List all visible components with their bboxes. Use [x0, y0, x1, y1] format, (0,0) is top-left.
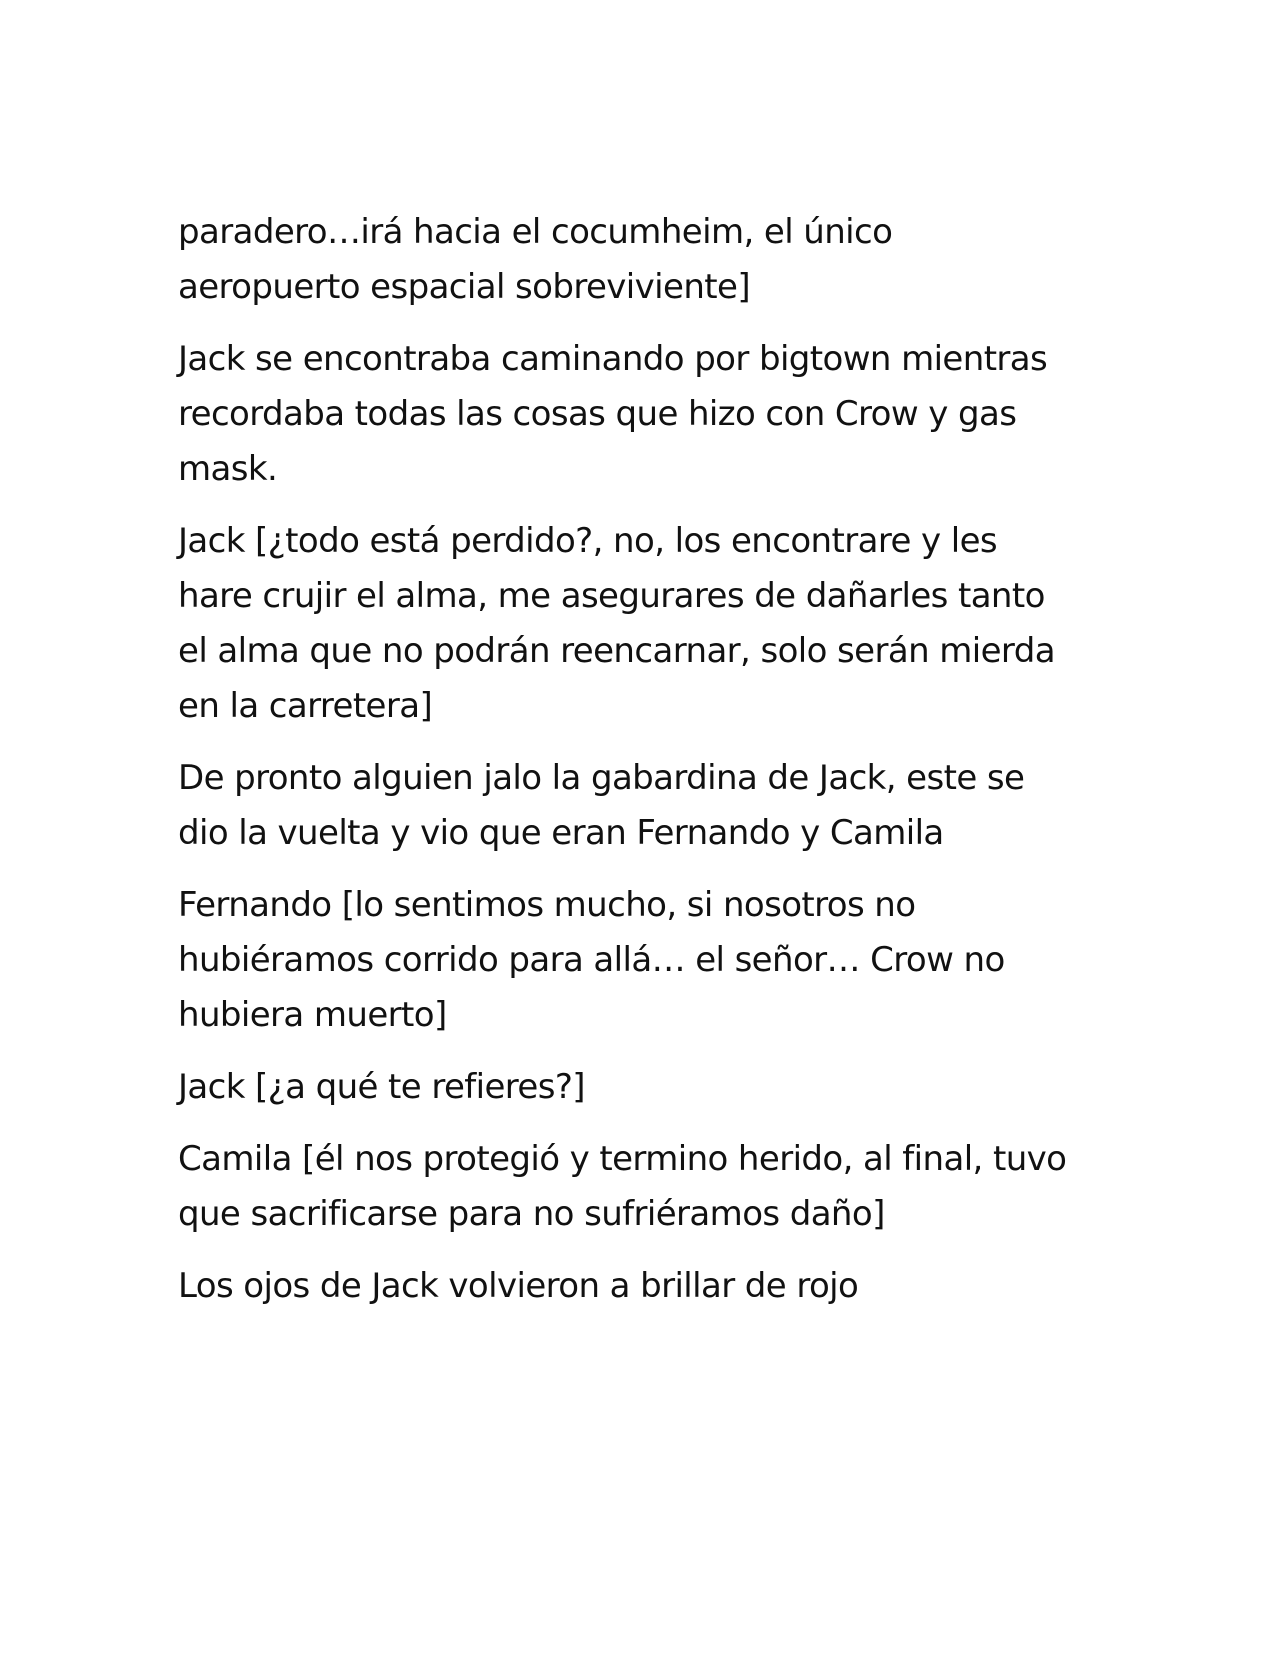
paragraph — [178, 1132, 1118, 1242]
text-line: hare crujir el alma, me asegurares de dañarles tanto — [178, 576, 1045, 616]
document-body — [178, 205, 1118, 1331]
paragraph — [178, 1259, 1118, 1314]
paragraph — [178, 332, 1118, 497]
text-line: recordaba todas las cosas que hizo con Crow y gas — [178, 394, 1017, 434]
text-line: Fernando [lo sentimos mucho, si nosotros no — [178, 885, 916, 925]
text-line: hubiéramos corrido para allá… el señor… Crow no — [178, 940, 1005, 980]
text-line: Los ojos de Jack volvieron a brillar de rojo — [178, 1266, 859, 1306]
paragraph — [178, 878, 1118, 1043]
text-line: Jack [¿a qué te refieres?] — [178, 1067, 585, 1107]
text-line: Jack [¿todo está perdido?, no, los encontrare y les — [178, 521, 998, 561]
text-line: De pronto alguien jalo la gabardina de Jack, este se — [178, 758, 1025, 798]
paragraph — [178, 751, 1118, 861]
paragraph — [178, 1060, 1118, 1115]
paragraph — [178, 514, 1118, 734]
text-line: hubiera muerto] — [178, 995, 447, 1035]
text-line: que sacrificarse para no sufriéramos daño] — [178, 1194, 885, 1234]
text-line: dio la vuelta y vio que eran Fernando y Camila — [178, 813, 944, 853]
text-line: en la carretera] — [178, 686, 433, 726]
paragraph — [178, 205, 1118, 315]
text-line: mask. — [178, 449, 278, 489]
text-line: Jack se encontraba caminando por bigtown mientras — [178, 339, 1048, 379]
text-line: paradero…irá hacia el cocumheim, el único — [178, 212, 893, 252]
text-line: el alma que no podrán reencarnar, solo serán mierda — [178, 631, 1055, 671]
text-line: aeropuerto espacial sobreviviente] — [178, 267, 750, 307]
text-line: Camila [él nos protegió y termino herido, al final, tuvo — [178, 1139, 1067, 1179]
